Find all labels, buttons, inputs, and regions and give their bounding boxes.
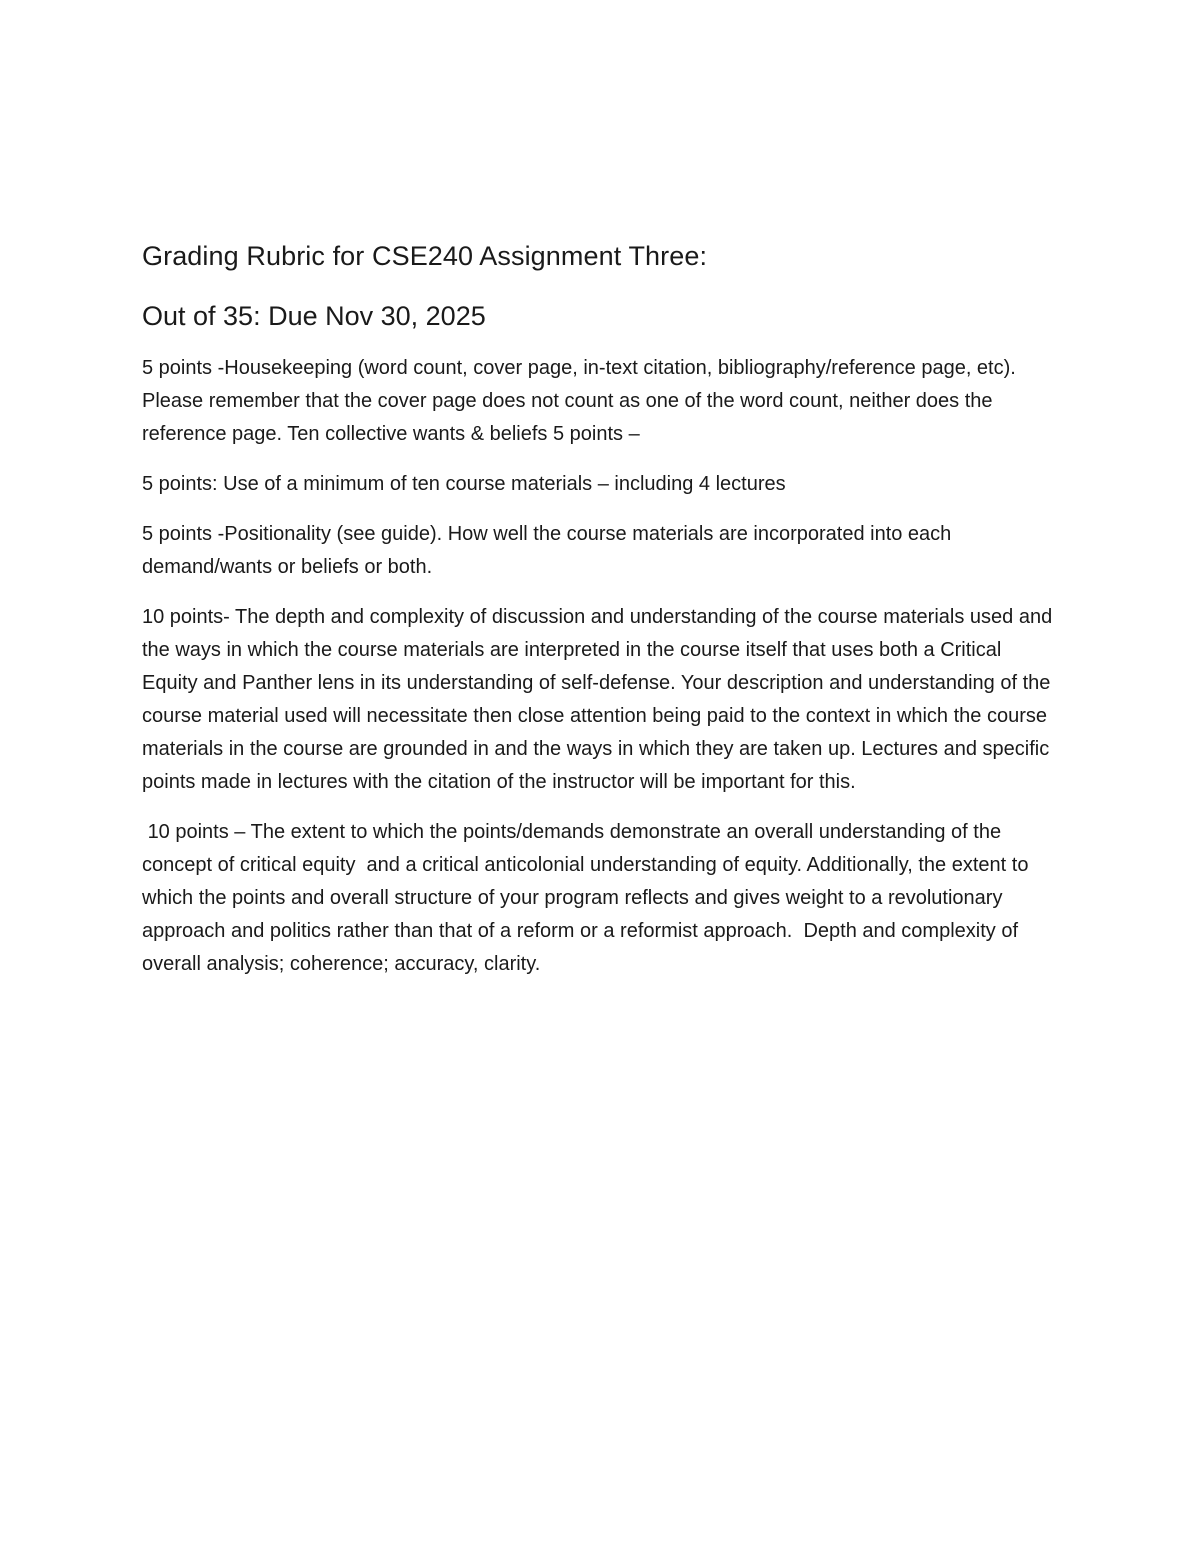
document-title: Grading Rubric for CSE240 Assignment Three: [142, 241, 708, 271]
rubric-item-course-materials: 5 points: Use of a minimum of ten course materials – including 4 lectures [142, 473, 786, 495]
rubric-item-critical-equity: 10 points – The extent to which the points/demands demonstrate an overall understanding of the concept of critical equity and a critical anticolonial understanding of equity. Additionally, the extent to which the points and overall structure of your program reflects and gives weight to a revolutionary approach and politics rather than that of a reform or a reformist approach. Depth and complexity of overall analysis; coherence; accuracy, clarity. [142, 821, 1035, 975]
document-subtitle: Out of 35: Due Nov 30, 2025 [142, 301, 486, 331]
rubric-item-positionality: 5 points -Positionality (see guide). How well the course materials are incorporated into each demand/wants or beliefs or both. [142, 523, 952, 578]
rubric-item-housekeeping: 5 points -Housekeeping (word count, cover page, in-text citation, bibliography/reference page, etc). Please remember that the cover page does not count as one of the word count, neither does the reference page. Ten collective wants & beliefs 5 points – [142, 357, 1016, 445]
document-page [142, 238, 1062, 998]
rubric-item-depth-complexity: 10 points- The depth and complexity of discussion and understanding of the course materials used and the ways in which the course materials are interpreted in the course itself that uses both a Critical Equity and Panther lens in its understanding of self-defense. Your description and understanding of the course material used will necessitate then close attention being paid to the context in which the course materials in the course are grounded in and the ways in which they are taken up. Lectures and specific points made in lectures with the citation of the instructor will be important for this. [142, 606, 1053, 793]
